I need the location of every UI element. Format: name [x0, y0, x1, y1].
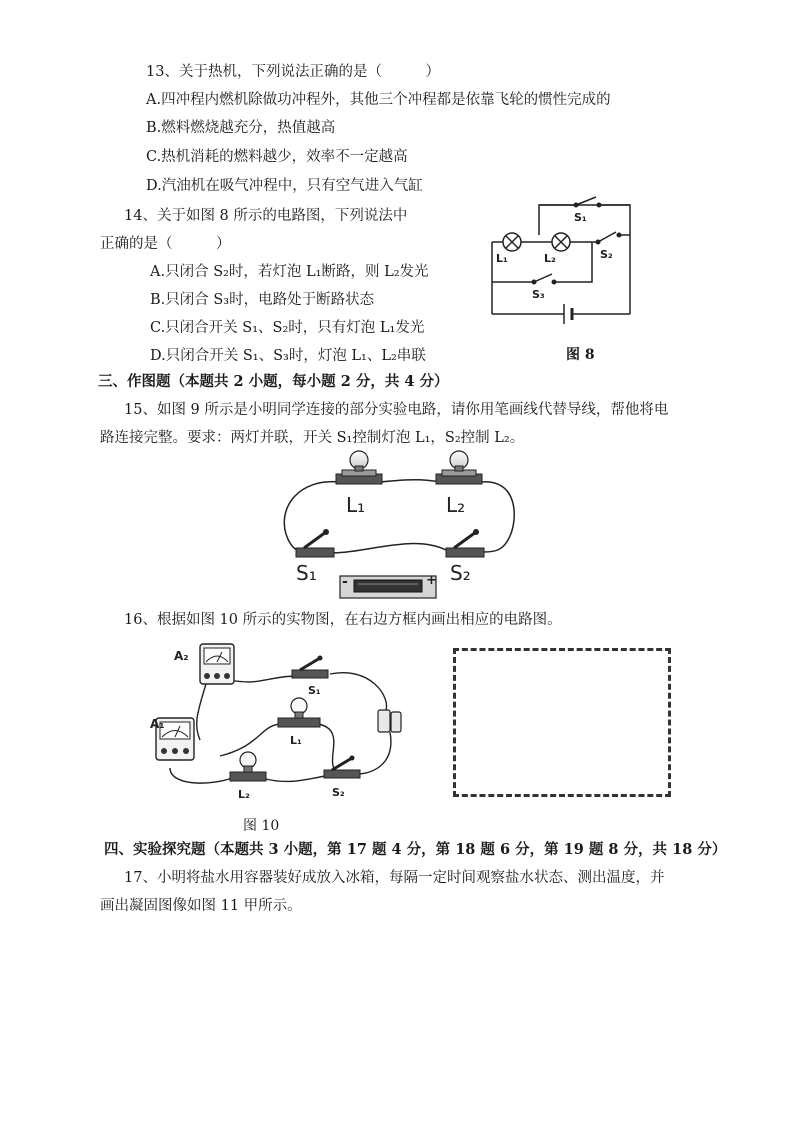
figure-8-circuit-diagram: [482, 192, 642, 342]
fig9-label-s2: S₂: [450, 561, 471, 585]
q15-line2: 路连接完整。要求：两灯并联，开关 S₁控制灯泡 L₁，S₂控制 L₂。: [100, 430, 525, 446]
q13-option-d: D.汽油机在吸气冲程中，只有空气进入气缸: [146, 178, 423, 194]
fig9-label-l1: L₁: [346, 493, 366, 517]
answer-drawing-box[interactable]: [453, 648, 671, 797]
fig10-label-s1: S₁: [308, 684, 321, 697]
section-4-heading: 四、实验探究题（本题共 3 小题，第 17 题 4 分，第 18 题 6 分，第 19 题 8 分，共 18 分）: [104, 841, 727, 858]
figure-9-physical-circuit: [278, 448, 518, 606]
q13-option-a: A.四冲程内燃机除做功冲程外，其他三个冲程都是依靠飞轮的惯性完成的: [146, 92, 611, 108]
q14-option-d: D.只闭合开关 S₁、S₃时，灯泡 L₁、L₂串联: [150, 348, 426, 364]
fig10-label-s2: S₂: [332, 786, 345, 799]
section-3-heading: 三、作图题（本题共 2 小题，每小题 2 分，共 4 分）: [98, 373, 449, 390]
q13-option-c: C.热机消耗的燃料越少，效率不一定越高: [146, 149, 408, 165]
fig10-label-a1: A₁: [150, 717, 165, 731]
q14-option-a: A.只闭合 S₂时，若灯泡 L₁断路，则 L₂发光: [150, 264, 429, 280]
fig8-label-s1: S₁: [574, 211, 587, 224]
fig9-battery-minus: -: [342, 574, 348, 590]
fig8-label-l1: L₁: [496, 252, 508, 265]
q14-stem-line1: 14、关于如图 8 所示的电路图，下列说法中: [124, 208, 408, 224]
fig9-label-l2: L₂: [446, 493, 466, 517]
q13-option-b: B.燃料燃烧越充分，热值越高: [146, 120, 336, 136]
fig10-label-l2: L₂: [238, 788, 250, 801]
fig8-label-s3: S₃: [532, 288, 545, 301]
q17-line2: 画出凝固图像如图 11 甲所示。: [100, 898, 302, 914]
q14-stem-line2: 正确的是（ ）: [100, 236, 231, 252]
fig8-label-s2: S₂: [600, 248, 613, 261]
figure-10-caption: 图 10: [243, 818, 280, 834]
fig9-label-s1: S₁: [296, 561, 317, 585]
fig8-label-l2: L₂: [544, 252, 556, 265]
q17-line1: 17、小明将盐水用容器装好成放入冰箱，每隔一定时间观察盐水状态、测出温度，并: [124, 870, 665, 886]
q14-option-c: C.只闭合开关 S₁、S₂时，只有灯泡 L₁发光: [150, 320, 425, 336]
q13-stem: 13、关于热机，下列说法正确的是（ ）: [146, 64, 440, 80]
fig10-label-a2: A₂: [174, 649, 189, 663]
figure-8-caption: 图 8: [566, 347, 595, 363]
fig10-label-l1: L₁: [290, 734, 302, 747]
q15-line1: 15、如图 9 所示是小明同学连接的部分实验电路，请你用笔画线代替导线，帮他将电: [124, 402, 669, 418]
figure-10-physical-circuit: [150, 636, 420, 812]
q14-option-b: B.只闭合 S₃时，电路处于断路状态: [150, 292, 375, 308]
q16-stem: 16、根据如图 10 所示的实物图，在右边方框内画出相应的电路图。: [124, 612, 562, 628]
fig9-battery-plus: +: [426, 573, 437, 588]
